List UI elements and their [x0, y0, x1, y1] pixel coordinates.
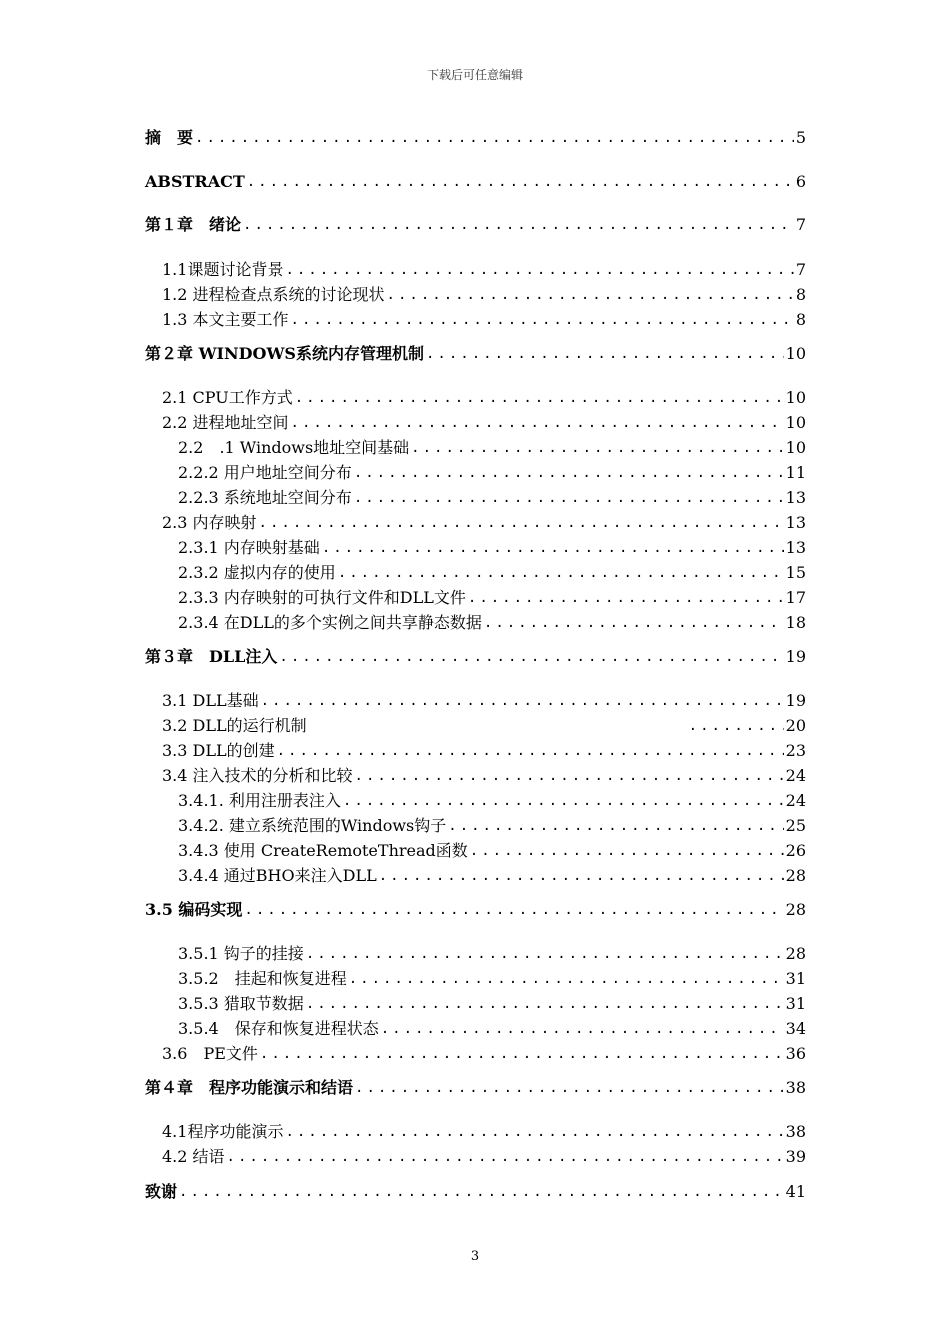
toc-leader: [381, 1019, 784, 1039]
toc-entry: [145, 1145, 806, 1167]
toc-leader: [426, 344, 784, 364]
toc-entry: [145, 992, 806, 1014]
toc-entry-title: 1.1课题讨论背景: [162, 260, 284, 279]
toc-leader: [448, 816, 783, 836]
toc-entry: [145, 213, 806, 235]
toc-entry-page: 24: [785, 766, 806, 785]
toc-entry: [145, 864, 806, 886]
toc-entry-title: 3.5.3 猎取节数据: [178, 994, 304, 1013]
toc-entry: [145, 411, 806, 433]
toc-entry-page: 15: [785, 563, 806, 582]
toc-entry-page: 38: [785, 1122, 806, 1141]
toc-entry-page: 13: [785, 513, 806, 532]
toc-leader: [354, 463, 784, 483]
toc-entry: [145, 814, 806, 836]
toc-entry: [145, 1017, 806, 1039]
toc-entry-title: 2.3.1 内存映射基础: [178, 538, 320, 557]
toc-entry: [145, 1042, 806, 1064]
toc-entry-title: 4.1程序功能演示: [162, 1122, 284, 1141]
toc-entry: [145, 436, 806, 458]
toc-entry-title: 2.2.3 系统地址空间分布: [178, 488, 352, 507]
toc-entry: [145, 342, 806, 364]
toc-leader: [261, 691, 784, 711]
toc-leader: [227, 1147, 784, 1167]
toc-entry-title: 1.3 本文主要工作: [162, 310, 289, 329]
toc-entry: [145, 714, 806, 736]
toc-leader: [291, 310, 794, 330]
toc-entry-page: 31: [785, 994, 806, 1013]
toc-entry: [145, 170, 806, 192]
toc-leader: [259, 513, 784, 533]
toc-entry-page: 39: [785, 1147, 806, 1166]
toc-entry-title: 3.5.2 挂起和恢复进程: [178, 969, 347, 988]
toc-entry-title: 2.1 CPU工作方式: [162, 388, 293, 407]
toc-leader: [355, 1078, 784, 1098]
toc-leader: [195, 128, 794, 148]
toc-leader: [277, 741, 784, 761]
page-header: 下载后可任意编辑: [426, 68, 523, 82]
toc-leader: [243, 215, 794, 235]
toc-leader: [306, 944, 784, 964]
toc-entry-title: 摘 要: [145, 128, 194, 147]
toc-entry: [145, 536, 806, 558]
toc-entry-page: 7: [795, 215, 806, 234]
toc-entry-page: 26: [785, 841, 806, 860]
toc-leader: [355, 766, 784, 786]
toc-entry-page: 18: [785, 613, 806, 632]
toc-entry-page: 6: [795, 172, 806, 191]
toc-entry-page: 8: [795, 310, 806, 329]
toc-leader: [260, 1044, 784, 1064]
toc-leader: [295, 388, 784, 408]
toc-entry-page: 10: [785, 413, 806, 432]
toc-entry-page: 10: [785, 388, 806, 407]
toc-entry-title: 2.2.2 用户地址空间分布: [178, 463, 352, 482]
toc-entry-page: 23: [785, 741, 806, 760]
toc-entry-page: 10: [785, 438, 806, 457]
toc-entry: [145, 126, 806, 148]
toc-leader: [291, 413, 784, 433]
toc-entry-title: 3.1 DLL基础: [162, 691, 259, 710]
toc-entry-page: 31: [785, 969, 806, 988]
toc-entry: [145, 645, 806, 667]
toc-entry-title: 4.2 结语: [162, 1147, 225, 1166]
toc-entry-title: 3.6 PE文件: [162, 1044, 258, 1063]
toc-entry-page: 25: [785, 816, 806, 835]
toc-entry: [145, 764, 806, 786]
toc-entry-page: 28: [785, 944, 806, 963]
toc-entry-title: 3.5 编码实现: [145, 900, 243, 919]
toc-entry-page: 19: [785, 691, 806, 710]
toc-entry: [145, 386, 806, 408]
toc-entry-title: 第３章 DLL注入: [145, 647, 278, 666]
toc-entry-page: 5: [795, 128, 806, 147]
toc-entry: [145, 511, 806, 533]
toc-entry-title: ABSTRACT: [145, 172, 245, 191]
toc-leader: [244, 900, 783, 920]
toc-entry-page: 13: [785, 538, 806, 557]
toc-entry-title: 3.4 注入技术的分析和比较: [162, 766, 353, 785]
toc-entry: [145, 283, 806, 305]
toc-entry: [145, 308, 806, 330]
toc-entry: [145, 461, 806, 483]
toc-leader: [411, 438, 783, 458]
toc-entry-title: 3.4.3 使用 CreateRemoteThread函数: [178, 841, 468, 860]
toc-leader: [349, 969, 784, 989]
toc-entry: [145, 586, 806, 608]
toc-leader: [279, 647, 783, 667]
toc-leader: [322, 538, 784, 558]
toc-entry-page: 34: [785, 1019, 806, 1038]
toc-entry-page: 8: [795, 285, 806, 304]
toc-entry-title: 3.3 DLL的创建: [162, 741, 275, 760]
toc-entry-title: 2.2 进程地址空间: [162, 413, 289, 432]
toc-leader: [689, 716, 784, 736]
toc-entry-page: 24: [785, 791, 806, 810]
toc-entry-page: 36: [785, 1044, 806, 1063]
toc-entry-title: 3.2 DLL的运行机制: [162, 716, 307, 735]
toc-entry-page: 19: [785, 647, 806, 666]
toc-entry: [145, 1180, 806, 1202]
page-number: 3: [470, 1249, 480, 1264]
toc-leader: [354, 488, 784, 508]
toc-entry: [145, 689, 806, 711]
toc-entry-page: 20: [785, 716, 806, 735]
toc-entry: [145, 1120, 806, 1142]
toc-entry-title: 3.4.4 通过BHO来注入DLL: [178, 866, 377, 885]
toc-leader: [306, 994, 784, 1014]
toc-entry: [145, 258, 806, 280]
toc-entry-page: 28: [785, 900, 806, 919]
toc-entry-title: 2.3 内存映射: [162, 513, 257, 532]
toc-entry-title: 致谢: [145, 1182, 178, 1201]
toc-entry-page: 11: [785, 463, 806, 482]
toc-entry: [145, 789, 806, 811]
toc-entry-page: 28: [785, 866, 806, 885]
toc-entry-title: 第４章 程序功能演示和结语: [145, 1078, 354, 1097]
toc-leader: [285, 260, 793, 280]
toc-entry-page: 13: [785, 488, 806, 507]
toc-entry-title: 1.2 进程检查点系统的讨论现状: [162, 285, 385, 304]
toc-leader: [387, 285, 794, 305]
toc-leader: [285, 1122, 783, 1142]
toc-leader: [343, 791, 784, 811]
toc-entry-page: 7: [795, 260, 806, 279]
toc-entry-page: 38: [785, 1078, 806, 1097]
toc-entry-title: 3.5.4 保存和恢复进程状态: [178, 1019, 379, 1038]
toc-entry-title: 2.3.3 内存映射的可执行文件和DLL文件: [178, 588, 466, 607]
toc-entry-title: 3.5.1 钩子的挂接: [178, 944, 304, 963]
toc-leader: [338, 563, 784, 583]
toc-entry: [145, 1076, 806, 1098]
toc-entry: [145, 942, 806, 964]
toc-entry: [145, 561, 806, 583]
toc-entry-title: 2.3.4 在DLL的多个实例之间共享静态数据: [178, 613, 482, 632]
toc-entry: [145, 611, 806, 633]
toc-leader: [468, 588, 784, 608]
toc-entry-page: 17: [785, 588, 806, 607]
toc-leader: [247, 172, 794, 192]
toc-entry-title: 第１章 绪论: [145, 215, 242, 234]
toc-entry: [145, 486, 806, 508]
toc-entry-page: 10: [785, 344, 806, 363]
toc-leader: [379, 866, 784, 886]
toc-leader: [484, 613, 784, 633]
toc-entry: [145, 739, 806, 761]
toc-entry-page: 41: [785, 1182, 806, 1201]
toc-entry-title: 第２章 WINDOWS系统内存管理机制: [145, 344, 424, 363]
toc-leader: [470, 841, 784, 861]
toc-entry: [145, 839, 806, 861]
toc-entry-title: 2.2 .1 Windows地址空间基础: [178, 438, 410, 457]
toc-entry-title: 3.4.2. 建立系统范围的Windows钩子: [178, 816, 447, 835]
toc-entry: [145, 898, 806, 920]
toc-entry: [145, 967, 806, 989]
toc-leader: [179, 1182, 784, 1202]
toc-entry-title: 3.4.1. 利用注册表注入: [178, 791, 341, 810]
toc-entry-title: 2.3.2 虚拟内存的使用: [178, 563, 336, 582]
